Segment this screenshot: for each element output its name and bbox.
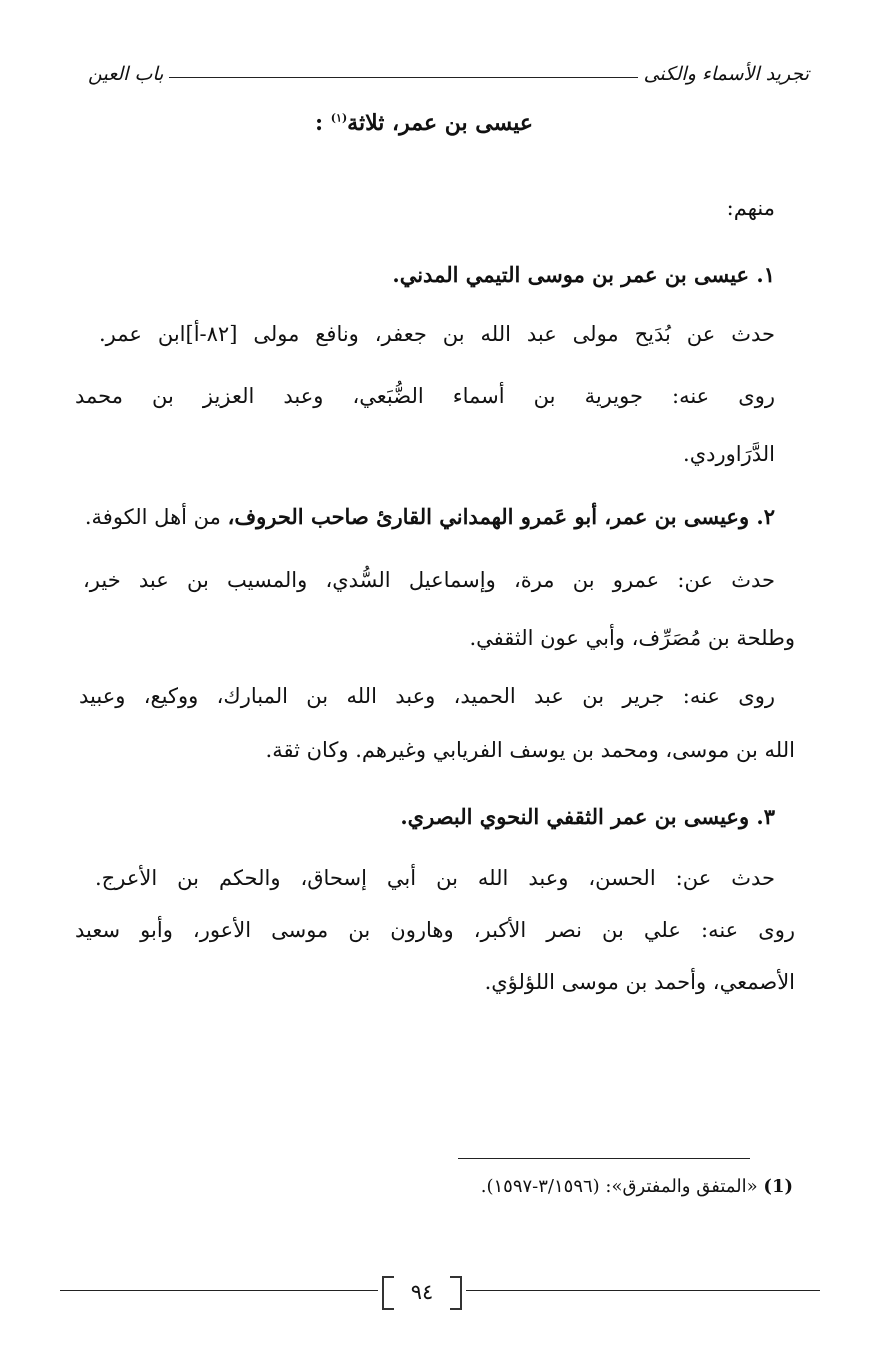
footer-rule-left <box>60 1290 378 1291</box>
text-line: روى عنه: جرير بن عبد الحميد، وعبد الله بن المبارك، ووكيع، وعبيد <box>79 684 775 708</box>
footnote-number: (1) <box>763 1176 793 1197</box>
page-number-bracket-right <box>450 1276 462 1310</box>
person-heading-1: ١. عيسى بن عمر بن موسى التيمي المدني. <box>392 262 775 287</box>
footnote-marker: (١) <box>330 111 348 125</box>
footnote-text: «المتفق والمفترق»: (٣/١٥٩٦-١٥٩٧). <box>480 1176 764 1197</box>
text-line: الله بن موسى، ومحمد بن يوسف الفريابي وغيرهم. وكان ثقة. <box>265 738 795 762</box>
person-heading-2 <box>85 504 775 530</box>
text-line: روى عنه: جويرية بن أسماء الضُّبَعي، وعبد العزيز بن محمد <box>75 384 775 408</box>
text-line: حدث عن: عمرو بن مرة، وإسماعيل السُّدي، والمسيب بن عبد خير، <box>83 568 775 592</box>
footnote <box>481 1176 793 1197</box>
text-line: روى عنه: علي بن نصر الأكبر، وهارون بن موسى الأعور، وأبو سعيد <box>75 918 795 942</box>
running-header <box>88 58 809 90</box>
text-line: حدث عن: الحسن، وعبد الله بن أبي إسحاق، والحكم بن الأعرج. <box>95 866 775 890</box>
page-number: ٩٤ <box>410 1280 434 1304</box>
text-line: حدث عن بُدَيح مولى عبد الله بن جعفر، ونافع مولى [٨٢-أ]ابن عمر. <box>99 322 775 346</box>
page-number-box <box>378 1272 466 1312</box>
person-heading-2-name: ٢. وعيسى بن عمر، أبو عَمرو الهمداني القارئ صاحب الحروف، <box>227 504 775 529</box>
entry-title <box>315 110 533 136</box>
text-line: الدَّرَاوردي. <box>683 442 775 466</box>
footnote-separator <box>458 1158 750 1159</box>
text-line: الأصمعي، وأحمد بن موسى اللؤلؤي. <box>484 970 795 994</box>
person-heading-3: ٣. وعيسى بن عمر الثقفي النحوي البصري. <box>400 804 775 829</box>
book-title: تجريد الأسماء والكنى <box>643 63 809 85</box>
chapter-title: باب العين <box>88 63 164 85</box>
text-line: منهم: <box>726 196 775 220</box>
footer-rule-right <box>466 1290 820 1291</box>
page-number-bracket-left <box>382 1276 394 1310</box>
header-rule <box>169 77 637 78</box>
entry-title-text: عيسى بن عمر، ثلاثة <box>347 110 533 136</box>
text-line: وطلحة بن مُصَرِّف، وأبي عون الثقفي. <box>469 626 795 650</box>
entry-title-colon: : <box>315 110 324 136</box>
person-heading-2-origin: من أهل الكوفة. <box>84 505 228 529</box>
